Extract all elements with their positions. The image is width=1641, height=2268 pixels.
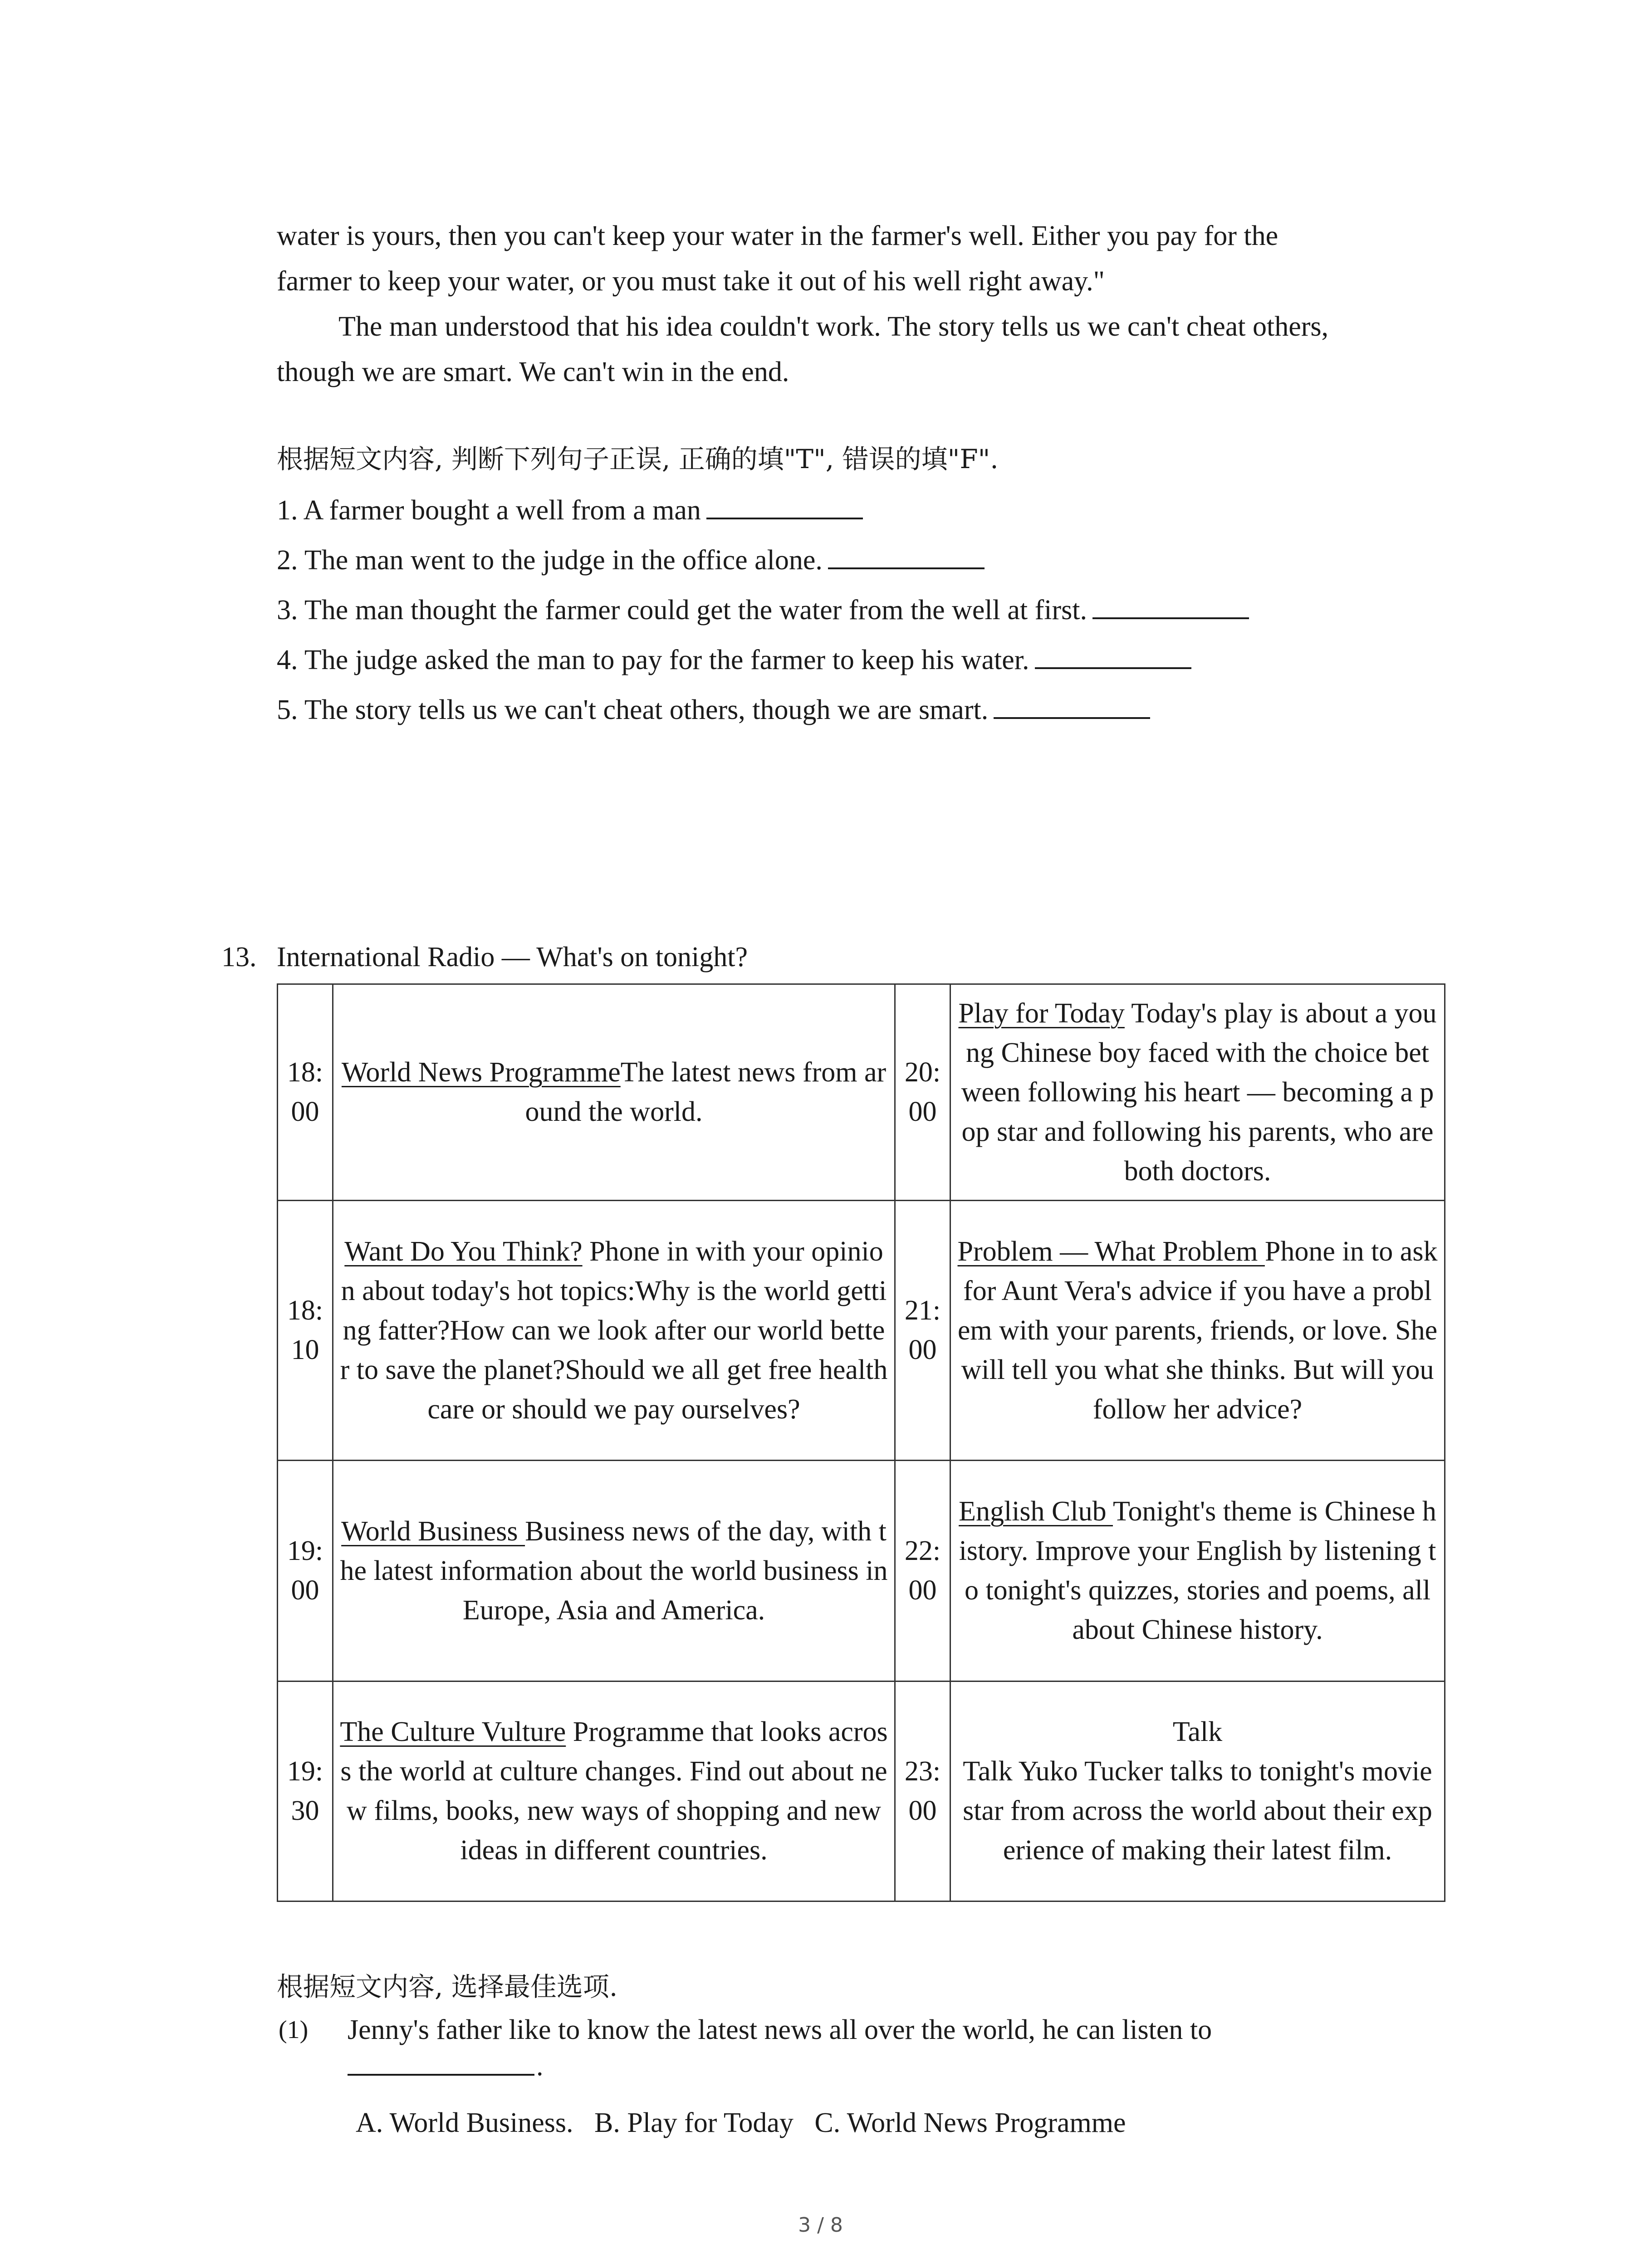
program-title: Play for Today <box>958 997 1125 1029</box>
program-cell <box>333 984 895 1201</box>
program-heading: Talk <box>1172 1716 1223 1747</box>
program-title: Problem — What Problem <box>957 1236 1265 1267</box>
program-desc: Programme that looks across the world at culture changes. Find out about new films, books, new ways of shopping and new ideas in different countries. <box>340 1716 888 1866</box>
tf-instruction: 根据短文内容, 判断下列句子正误, 正确的填"T", 错误的填"F". <box>277 444 999 474</box>
time-cell: 20:00 <box>895 984 950 1201</box>
program-desc: Phone in to ask for Aunt Vera's advice if you have a problem with your parents, friends, or love. She will tell you what she thinks. But will you follow her advice? <box>957 1236 1438 1425</box>
program-title: Want Do You Think? <box>344 1236 583 1267</box>
program-cell <box>333 1681 895 1901</box>
tf-item <box>277 637 1191 683</box>
table-row <box>278 1201 1445 1461</box>
time-cell: 19:00 <box>278 1461 333 1681</box>
program-desc: The latest news from around the world. <box>525 1057 887 1127</box>
tf-item <box>277 488 863 533</box>
subquestion-text: Jenny's father like to know the latest news all over the world, he can listen to <box>348 2014 1212 2045</box>
tf-item <box>277 687 1150 733</box>
subquestion-end: . <box>536 2051 544 2082</box>
time-cell: 23:00 <box>895 1681 950 1901</box>
program-desc: Talk Yuko Tucker talks to tonight's movie star from across the world about their experience of making their latest film. <box>963 1756 1432 1866</box>
tf-item-text: 3. The man thought the farmer could get the water from the well at first. <box>277 595 1087 626</box>
program-cell <box>333 1461 895 1681</box>
program-cell <box>950 984 1445 1201</box>
question-number: 13. <box>221 942 257 973</box>
time-cell: 19:30 <box>278 1681 333 1901</box>
tf-item-text: 1. A farmer bought a well from a man <box>277 495 701 526</box>
program-cell <box>950 1201 1445 1461</box>
tf-item-text: 4. The judge asked the man to pay for the farmer to keep his water. <box>277 645 1029 675</box>
answer-blank[interactable] <box>1035 640 1191 669</box>
tf-item-text: 2. The man went to the judge in the office alone. <box>277 545 823 576</box>
passage-line: water is yours, then you can't keep your water in the farmer's well. Either you pay for the <box>277 220 1279 251</box>
program-title: English Club <box>959 1496 1113 1527</box>
program-cell <box>950 1461 1445 1681</box>
answer-blank[interactable] <box>348 2074 534 2076</box>
program-cell <box>333 1201 895 1461</box>
passage-line: though we are smart. We can't win in the end. <box>277 357 789 387</box>
table-row <box>278 984 1445 1201</box>
time-cell: 18:00 <box>278 984 333 1201</box>
radio-schedule-table <box>277 983 1445 1902</box>
answer-blank[interactable] <box>828 540 985 569</box>
tf-item <box>277 587 1249 633</box>
program-title: The Culture Vulture <box>340 1716 566 1747</box>
answer-options: A. World Business. B. Play for Today C. World News Programme <box>356 2107 1126 2138</box>
answer-blank[interactable] <box>1092 590 1249 619</box>
tf-item-text: 5. The story tells us we can't cheat others, though we are smart. <box>277 694 989 725</box>
passage-line: The man understood that his idea couldn't work. The story tells us we can't cheat others, <box>338 311 1329 342</box>
answer-blank[interactable] <box>706 490 863 519</box>
answer-blank[interactable] <box>994 690 1150 719</box>
program-desc: Today's play is about a young Chinese boy faced with the choice between following his heart — becoming a pop star and following his parents, who are both doctors. <box>961 997 1437 1187</box>
program-desc: Business news of the day, with the latest information about the world business in Europe, Asia and America. <box>340 1515 888 1626</box>
table-row <box>278 1681 1445 1901</box>
mc-instruction: 根据短文内容, 选择最佳选项. <box>277 1971 618 2002</box>
time-cell: 22:00 <box>895 1461 950 1681</box>
tf-item <box>277 538 985 583</box>
program-title: World News Programme <box>341 1057 621 1088</box>
subquestion-number: (1) <box>279 2016 309 2044</box>
table-row <box>278 1461 1445 1681</box>
passage-line: farmer to keep your water, or you must take it out of his well right away." <box>277 266 1105 297</box>
time-cell: 21:00 <box>895 1201 950 1461</box>
program-cell <box>950 1681 1445 1901</box>
program-desc: Tonight's theme is Chinese history. Improve your English by listening to tonight's quizzes, stories and poems, all about Chinese history. <box>959 1496 1436 1645</box>
time-cell: 18:10 <box>278 1201 333 1461</box>
page-number: 3 / 8 <box>798 2214 843 2237</box>
program-desc: Phone in with your opinion about today's hot topics:Why is the world getting fatter?How can we look after our world better to save the planet?Should we all get free healthcare or should we pay ourselves? <box>340 1236 888 1425</box>
program-title: World Business <box>341 1515 525 1547</box>
question-title: International Radio — What's on tonight? <box>277 942 748 973</box>
